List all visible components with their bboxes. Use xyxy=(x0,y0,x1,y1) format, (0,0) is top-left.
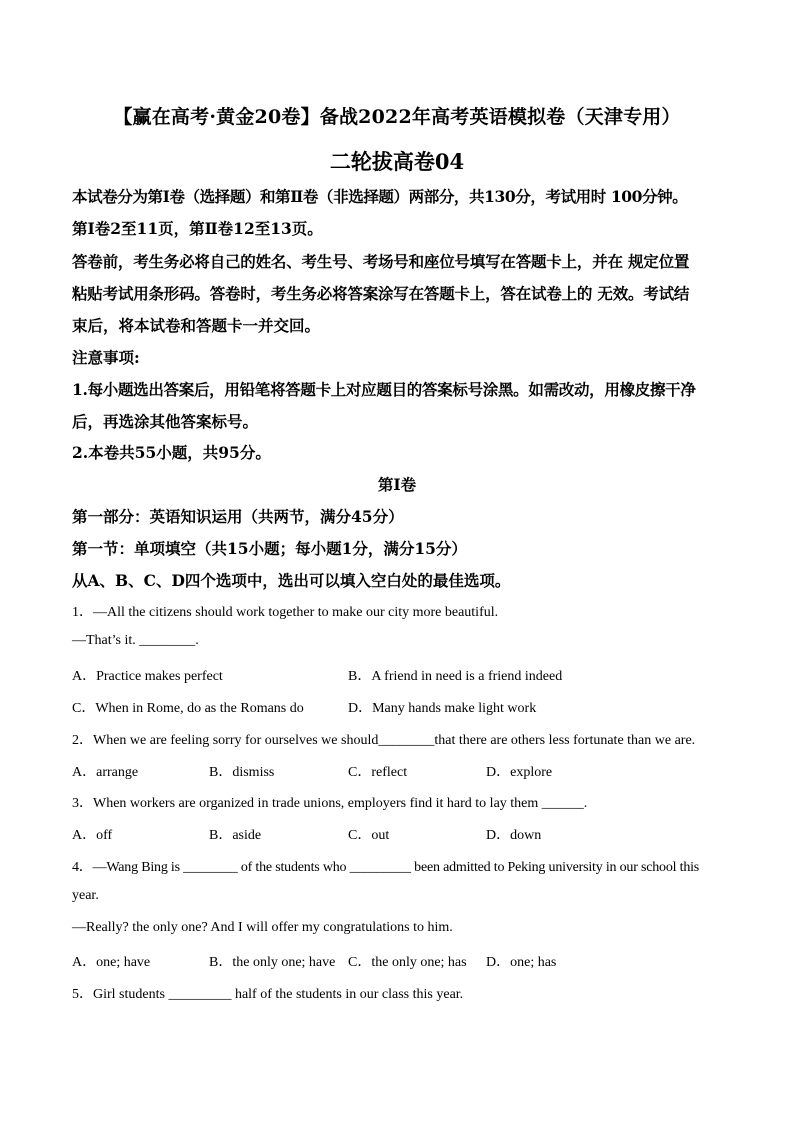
question-2-option-c: C．reflect xyxy=(348,765,408,780)
question-3-option-c: C．out xyxy=(348,828,390,843)
question-4-option-c: C．the only one; has xyxy=(348,955,467,970)
question-2-option-a: A．arrange xyxy=(72,765,139,780)
intro-line-5: 束后，将本试卷和答题卡一并交回。 xyxy=(72,316,321,335)
section-instruction: 从A、B、C、D四个选项中，选出可以填入空白处的最佳选项。 xyxy=(72,571,511,590)
part-heading: 第一部分：英语知识运用（共两节，满分45分） xyxy=(72,507,404,526)
intro-line-2: 第Ⅰ卷2至11页，第Ⅱ卷12至13页。 xyxy=(72,219,323,238)
notes-item-1a: 1.每小题选出答案后，用铅笔将答题卡上对应题目的答案标号涂黑。如需改动，用橡皮擦干净 xyxy=(72,380,696,399)
question-4-option-a: A．one; have xyxy=(72,955,151,970)
intro-line-4: 粘贴考试用条形码。答卷时，考生务必将答案涂写在答题卡上，答在试卷上的 无效。考试结 xyxy=(72,284,690,303)
intro-line-1: 本试卷分为第Ⅰ卷（选择题）和第Ⅱ卷（非选择题）两部分，共130分，考试用时 100分钟。 xyxy=(72,187,688,206)
question-1-option-d: D．Many hands make light work xyxy=(348,701,537,716)
question-2-option-b: B．dismiss xyxy=(209,765,275,780)
exam-subtitle: 二轮拔高卷04 xyxy=(329,149,465,174)
section-heading: 第一节：单项填空（共15小题；每小题1分，满分15分） xyxy=(72,539,467,558)
exam-title: 【赢在高考·黄金20卷】备战2022年高考英语模拟卷（天津专用） xyxy=(113,106,681,128)
question-4-stem-cont: year. xyxy=(72,888,99,903)
notes-item-1b: 后，再选涂其他答案标号。 xyxy=(72,412,259,431)
question-2-option-d: D．explore xyxy=(486,765,553,780)
question-1-option-a: A．Practice makes perfect xyxy=(72,669,223,684)
notes-item-2: 2.本卷共55小题，共95分。 xyxy=(72,443,271,462)
question-4-reply: —Really? the only one? And I will offer my congratulations to him. xyxy=(72,920,453,935)
question-2-stem: 2．When we are feeling sorry for ourselves we should________that there are others less fortunate than we are. xyxy=(72,733,696,748)
intro-line-3: 答卷前，考生务必将自己的姓名、考生号、考场号和座位号填写在答题卡上，并在 规定位置 xyxy=(72,252,690,271)
volume-heading: 第I卷 xyxy=(377,475,417,494)
question-3-option-a: A．off xyxy=(72,828,113,843)
question-4-stem: 4．—Wang Bing is ________ of the students who _________ been admitted to Peking university in our school this xyxy=(72,860,700,875)
question-1-option-c: C．When in Rome, do as the Romans do xyxy=(72,701,304,716)
question-5-stem: 5．Girl students _________ half of the students in our class this year. xyxy=(72,987,464,1002)
question-3-option-b: B．aside xyxy=(209,828,262,843)
question-4-option-b: B．the only one; have xyxy=(209,955,336,970)
question-3-option-d: D．down xyxy=(486,828,542,843)
question-4-option-d: D．one; has xyxy=(486,955,557,970)
question-1-reply: —That’s it. ________. xyxy=(72,633,199,648)
question-3-stem: 3．When workers are organized in trade unions, employers find it hard to lay them ______. xyxy=(72,796,588,811)
question-1-stem: 1．—All the citizens should work together to make our city more beautiful. xyxy=(72,605,499,620)
question-1-option-b: B．A friend in need is a friend indeed xyxy=(348,669,563,684)
notes-heading: 注意事项: xyxy=(72,348,140,367)
